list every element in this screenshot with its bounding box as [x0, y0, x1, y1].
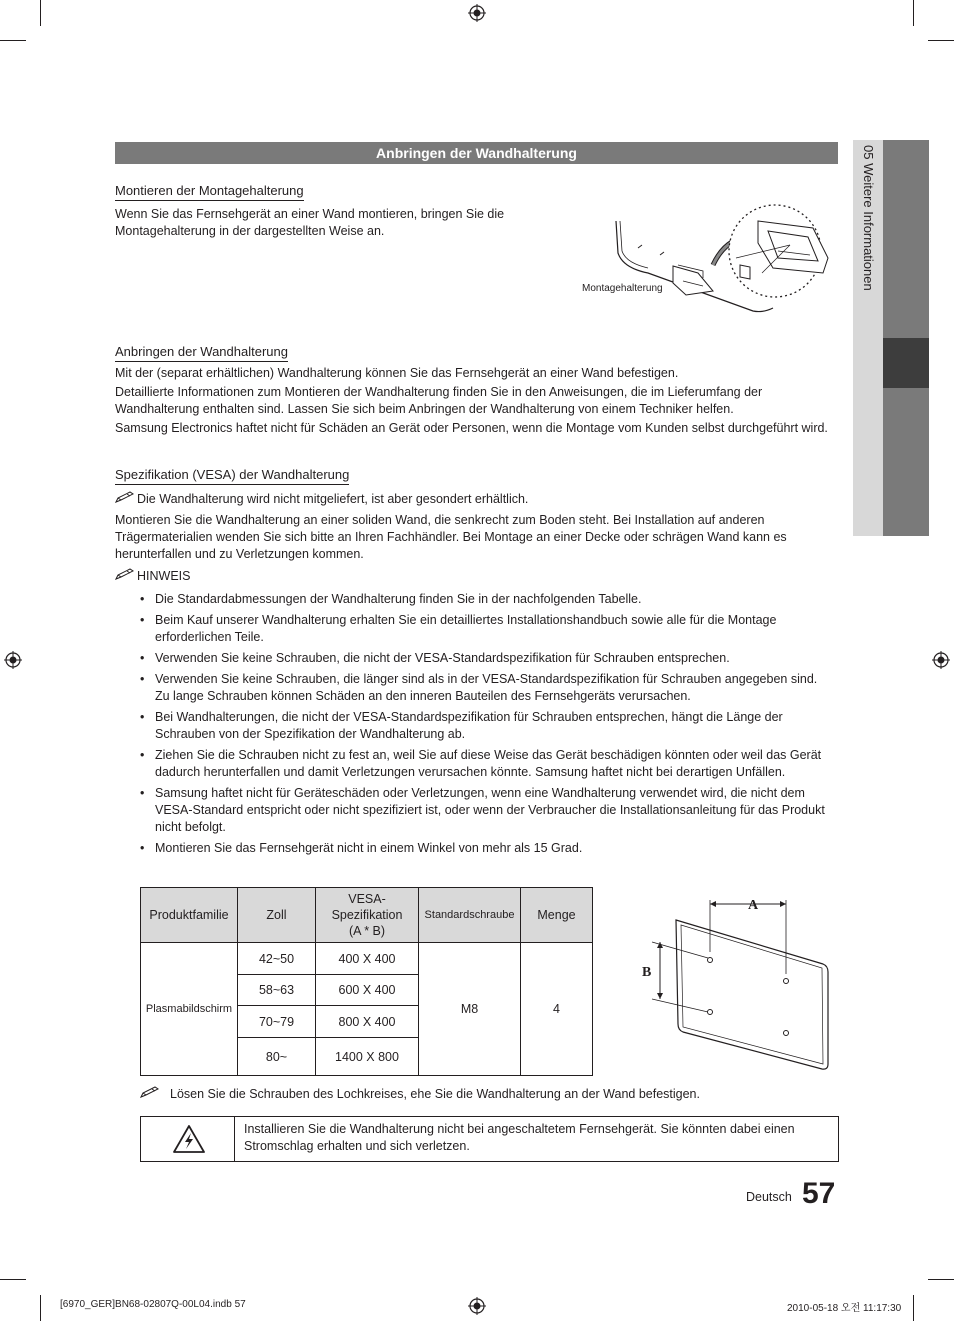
table-header-row — [141, 888, 593, 943]
page-number: 57 — [802, 1177, 836, 1210]
crop-mark — [928, 1279, 954, 1280]
warning-box — [140, 1116, 839, 1162]
note-pencil-icon — [140, 1086, 170, 1103]
table-header-line: Spezifikation — [331, 908, 403, 922]
table-header: Menge — [521, 888, 593, 943]
list-item: • Verwenden Sie keine Schrauben, die nicht der VESA-Standardspezifikation für Schrauben entsprechen. — [140, 650, 830, 667]
table-cell-family: Plasmabildschirm — [141, 943, 238, 1076]
hinweis-list — [140, 591, 830, 857]
final-note-text: Lösen Sie die Schrauben des Lochkreises, ehe Sie die Wandhalterung an der Wand befestigen. — [170, 1087, 700, 1101]
hinweis — [115, 568, 190, 585]
table-cell-screw: M8 — [419, 943, 521, 1076]
note-pencil-icon — [115, 491, 137, 508]
list-item: • Montieren Sie das Fernsehgerät nicht in einem Winkel von mehr als 15 Grad. — [140, 840, 830, 857]
final-note — [140, 1086, 840, 1103]
table-cell: 80~ — [238, 1038, 316, 1076]
table-header-line: VESA- — [348, 892, 386, 906]
table-cell: 42~50 — [238, 943, 316, 975]
note-pencil-icon — [115, 568, 137, 585]
table-cell: 1400 X 800 — [316, 1038, 419, 1076]
vesa-note-text: Die Wandhalterung wird nicht mitgeliefert, ist aber gesondert erhältlich. — [137, 492, 529, 506]
wall-heading: Anbringen der Wandhalterung — [115, 343, 288, 362]
crop-mark — [40, 1295, 41, 1321]
table-cell: 400 X 400 — [316, 943, 419, 975]
crop-mark — [913, 0, 914, 26]
footer-language: Deutsch — [746, 1190, 792, 1204]
vesa-heading: Spezifikation (VESA) der Wandhalterung — [115, 466, 349, 485]
footer-file-info: [6970_GER]BN68-02807Q-00L04.indb 57 — [60, 1299, 246, 1310]
list-item: • Verwenden Sie keine Schrauben, die länger sind als in der VESA-Standardspezifikation für Schrauben angegeben sind. Zu lange Schrauben können Schäden an den inneren Bauteilen des Fernsehgeräts verursachen. — [140, 671, 830, 705]
wall-paragraph: Samsung Electronics haftet nicht für Schäden an Gerät oder Personen, wenn die Montage vom Kunden selbst durchgeführt wird. — [115, 421, 828, 435]
warning-divider — [234, 1117, 235, 1161]
crop-mark — [0, 1279, 26, 1280]
table-cell: 70~79 — [238, 1006, 316, 1038]
bracket-label: Montagehalterung — [582, 283, 663, 294]
side-tab-block — [883, 140, 929, 338]
table-cell: 58~63 — [238, 975, 316, 1006]
list-item: • Samsung haftet nicht für Geräteschäden oder Verletzungen, wenn eine Wandhalterung verwendet wird, die nicht dem VESA-Standard entspricht oder nicht spezifiziert ist, oder wenn der Verbraucher die Installationsanleitung für das Produkt nicht befolgt. — [140, 785, 830, 836]
registration-mark-icon — [468, 1297, 486, 1315]
table-header: Zoll — [238, 888, 316, 943]
list-item: • Die Standardabmessungen der Wandhalterung finden Sie in der nachfolgenden Tabelle. — [140, 591, 830, 608]
crop-mark — [0, 40, 26, 41]
diagram-label-b: B — [642, 965, 652, 980]
crop-mark — [40, 0, 41, 26]
warning-electric-icon — [172, 1124, 206, 1154]
bracket-illustration — [578, 183, 838, 318]
hinweis-label: HINWEIS — [137, 569, 191, 583]
table-cell: 600 X 400 — [316, 975, 419, 1006]
wall-paragraph: Mit der (separat erhältlichen) Wandhalterung können Sie das Fernsehgerät an einer Wand befestigen. — [115, 366, 679, 380]
vesa-diagram — [638, 892, 838, 1074]
table-row — [141, 943, 593, 975]
side-tab-block — [883, 388, 929, 536]
table-header-line: (A * B) — [348, 924, 386, 938]
mount-heading: Montieren der Montagehalterung — [115, 182, 304, 201]
list-item: • Bei Wandhalterungen, die nicht der VESA-Standardspezifikation für Schrauben entsprechen, hängt die Länge der Schrauben von der Spezifikation der Wandhalterung ab. — [140, 709, 830, 743]
vesa-note — [115, 491, 835, 508]
registration-mark-icon — [4, 651, 22, 669]
crop-mark — [913, 1295, 914, 1321]
side-tab-label: 05 Weitere Informationen — [861, 145, 876, 291]
crop-mark — [928, 40, 954, 41]
registration-mark-icon — [932, 651, 950, 669]
vesa-table — [140, 887, 593, 1076]
table-header: Produktfamilie — [141, 888, 238, 943]
side-tab-active-block — [883, 338, 929, 388]
table-cell: 800 X 400 — [316, 1006, 419, 1038]
mount-text: Wenn Sie das Fernsehgerät an einer Wand montieren, bringen Sie die Montagehalterung in der dargestellten Weise an. — [115, 207, 505, 238]
table-cell-quantity: 4 — [521, 943, 593, 1076]
vesa-paragraph: Montieren Sie die Wandhalterung an einer soliden Wand, die senkrecht zum Boden steht. Bei Installation auf anderen Trägermaterialien wenden Sie sich bitte an Ihren Fachhändler. Bei Montage an einer Decke oder schrägen Wand kann es herunterfallen und zu Verletzungen kommen. — [115, 513, 787, 561]
footer-timestamp: 2010-05-18 오전 11:17:30 — [787, 1303, 902, 1314]
warning-text: Installieren Sie die Wandhalterung nicht bei angeschaltetem Fernsehgerät. Sie könnten dabei einen Stromschlag erhalten und sich verletzen. — [244, 1122, 795, 1153]
list-item: • Beim Kauf unserer Wandhalterung erhalten Sie ein detailliertes Installationshandbuch sowie alle für die Montage erforderlichen Teile. — [140, 612, 830, 646]
table-header: Standardschraube — [419, 888, 521, 943]
section-title: Anbringen der Wandhalterung — [115, 142, 838, 164]
list-item: • Ziehen Sie die Schrauben nicht zu fest an, weil Sie auf diese Weise das Gerät beschädigen könnten oder weil das Gerät dadurch herunterfallen und damit Verletzungen verursachen könnte. Samsung haftet nicht bei derartigen Unfällen. — [140, 747, 830, 781]
registration-mark-icon — [468, 4, 486, 22]
wall-paragraph: Detaillierte Informationen zum Montieren der Wandhalterung finden Sie in den Anweisungen, die im Lieferumfang der Wandhalterung enthalten sind. Lassen Sie sich beim Anbringen der Wandhalterung von einem Techniker helfen. — [115, 385, 763, 416]
table-header-vesa — [316, 888, 419, 943]
diagram-label-a: A — [748, 898, 759, 913]
